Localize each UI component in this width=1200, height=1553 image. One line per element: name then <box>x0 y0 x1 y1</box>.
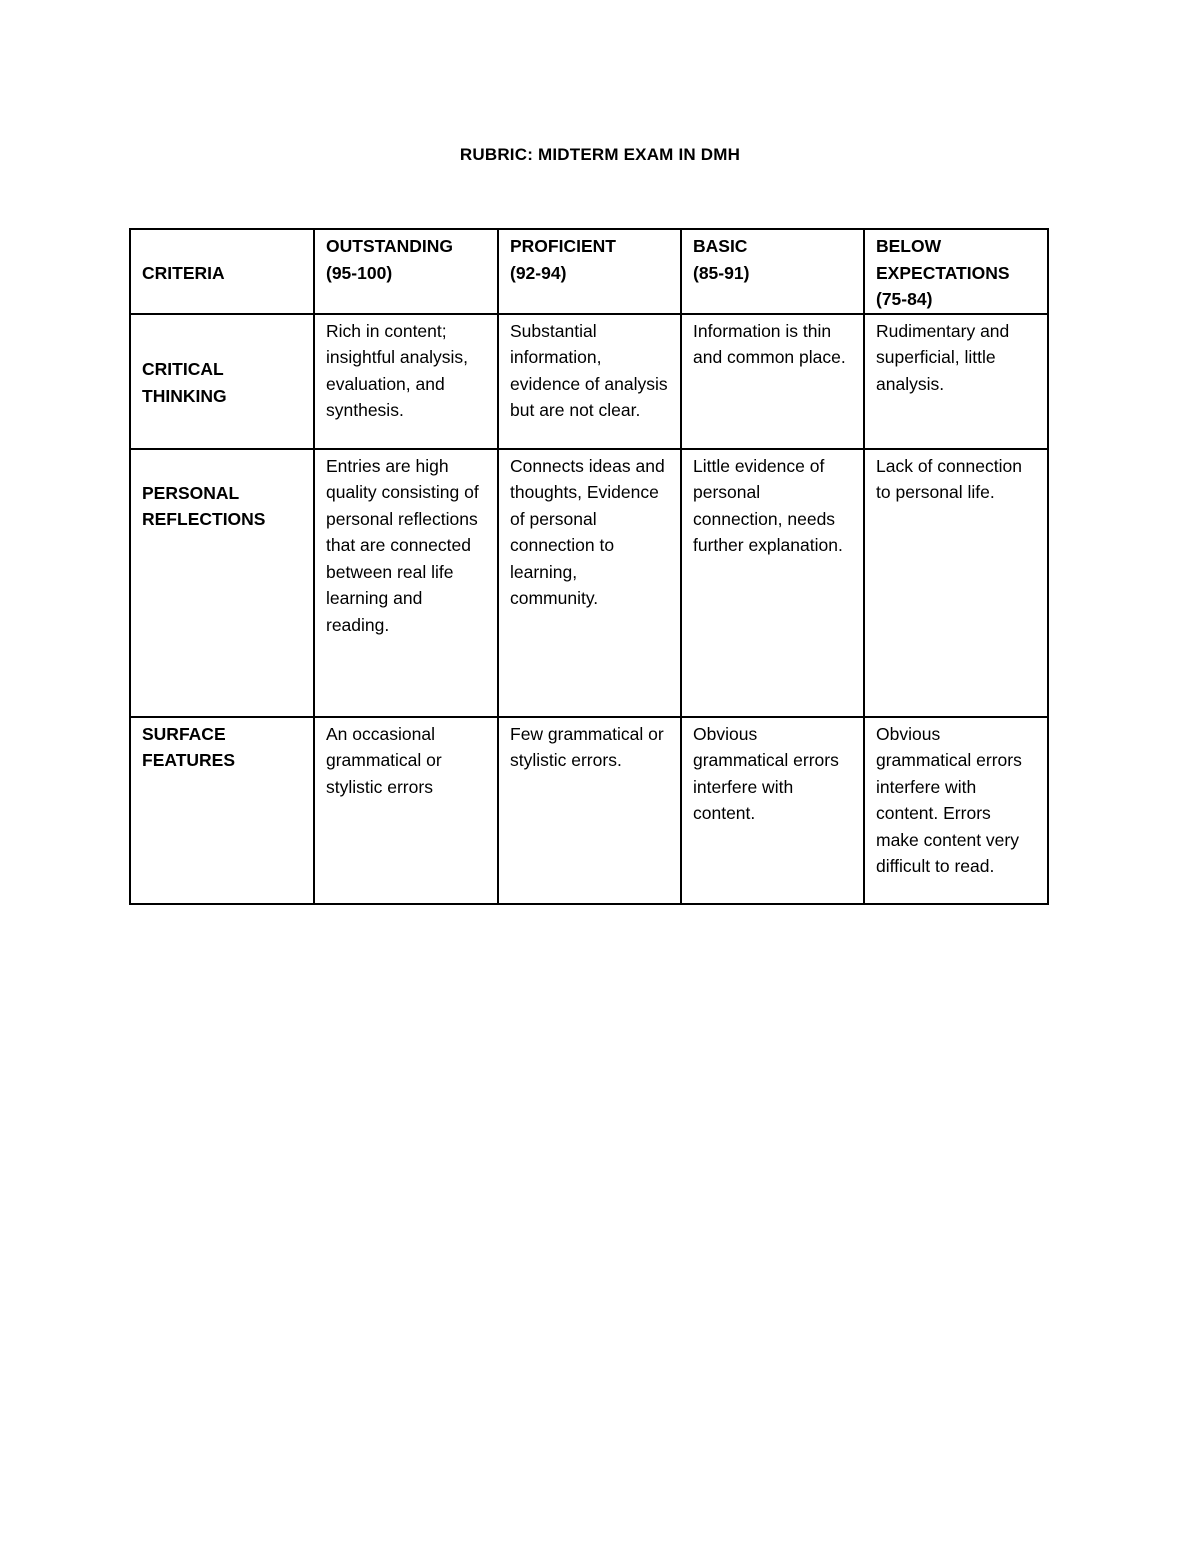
level-label: PROFICIENT <box>510 236 616 256</box>
rubric-cell <box>314 314 498 449</box>
table-row <box>130 314 1048 449</box>
cell-text: Rudimentary and superficial, little analysis. <box>876 320 1010 394</box>
cell-text: Few grammatical or stylistic errors. <box>510 723 664 770</box>
rubric-cell <box>681 717 864 904</box>
criterion-label: SURFACE FEATURES <box>142 723 236 770</box>
rubric-cell <box>314 449 498 717</box>
rubric-cell <box>681 449 864 717</box>
rubric-cell <box>314 717 498 904</box>
criteria-header: CRITERIA <box>142 262 225 283</box>
level-header-outstanding <box>314 229 498 314</box>
rubric-cell <box>498 717 681 904</box>
criterion-label: CRITICAL THINKING <box>142 359 227 406</box>
cell-text: Obvious grammatical errors interfere with content. Errors make content very difficult to read. <box>876 723 1022 876</box>
table-row <box>130 717 1048 904</box>
cell-text: An occasional grammatical or stylistic errors <box>326 723 442 797</box>
cell-text: Lack of connection to personal life. <box>876 455 1022 502</box>
level-range: (92-94) <box>510 262 567 283</box>
criterion-cell <box>130 449 314 717</box>
level-header-proficient <box>498 229 681 314</box>
cell-text: Connects ideas and thoughts, Evidence of personal connection to learning, community. <box>510 455 665 608</box>
criteria-header-cell <box>130 229 314 314</box>
criterion-cell <box>130 314 314 449</box>
cell-text: Entries are high quality consisting of personal reflections that are connected between real life learning and reading. <box>326 455 479 635</box>
rubric-cell <box>864 449 1048 717</box>
cell-text: Substantial information, evidence of analysis but are not clear. <box>510 320 668 420</box>
cell-text: Obvious grammatical errors interfere with content. <box>693 723 839 823</box>
rubric-cell <box>498 449 681 717</box>
level-label: OUTSTANDING <box>326 236 454 256</box>
cell-text: Information is thin and common place. <box>693 320 846 367</box>
level-label: BASIC <box>693 236 748 256</box>
rubric-cell <box>864 314 1048 449</box>
level-label: BELOW EXPECTATIONS <box>876 236 1010 283</box>
criterion-label: PERSONAL REFLECTIONS <box>142 482 266 529</box>
rubric-table <box>129 228 1049 905</box>
level-range: (85-91) <box>693 262 750 283</box>
rubric-cell <box>498 314 681 449</box>
rubric-cell <box>864 717 1048 904</box>
level-range: (75-84) <box>876 289 933 309</box>
header-row <box>130 229 1048 314</box>
rubric-cell <box>681 314 864 449</box>
level-header-basic <box>681 229 864 314</box>
criterion-cell <box>130 717 314 904</box>
level-range: (95-100) <box>326 262 393 283</box>
cell-text: Little evidence of personal connection, needs further explanation. <box>693 455 843 555</box>
table-row <box>130 449 1048 717</box>
cell-text: Rich in content; insightful analysis, evaluation, and synthesis. <box>326 320 469 420</box>
level-header-below-expectations <box>864 229 1048 314</box>
page-title: RUBRIC: MIDTERM EXAM IN DMH <box>459 145 741 164</box>
